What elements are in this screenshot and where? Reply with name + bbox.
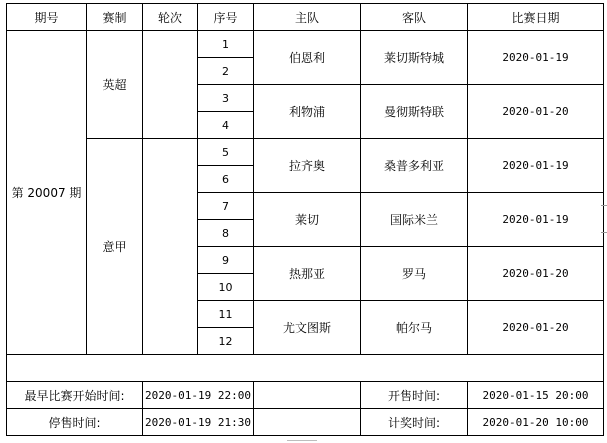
seq-cell: 2: [198, 58, 254, 85]
match-date-cell: 2020-01-19: [468, 193, 604, 247]
bottom-edge-tick: [287, 440, 317, 441]
home-team-cell: 拉齐奥: [254, 139, 361, 193]
footer-spacer: [254, 409, 361, 436]
away-team-cell: 帕尔马: [361, 301, 468, 355]
round-cell-seriea: [143, 139, 198, 355]
footer-spacer: [254, 382, 361, 409]
earliest-start-value: 2020-01-19 22:00: [143, 382, 254, 409]
home-team-cell: 利物浦: [254, 85, 361, 139]
blank-row: [7, 355, 604, 382]
draw-value: 2020-01-20 10:00: [468, 409, 604, 436]
league-cell-epl: 英超: [87, 31, 143, 139]
seq-cell: 1: [198, 31, 254, 58]
seq-cell: 6: [198, 166, 254, 193]
right-edge-tick: [601, 205, 607, 206]
earliest-start-label: 最早比赛开始时间:: [7, 382, 143, 409]
away-team-cell: 国际米兰: [361, 193, 468, 247]
seq-cell: 7: [198, 193, 254, 220]
seq-cell: 8: [198, 220, 254, 247]
schedule-table: [6, 3, 604, 436]
header-period: 期号: [7, 4, 87, 31]
seq-cell: 5: [198, 139, 254, 166]
round-cell-epl: [143, 31, 198, 139]
right-edge-tick: [601, 232, 607, 233]
seq-cell: 11: [198, 301, 254, 328]
match-date-cell: 2020-01-20: [468, 85, 604, 139]
home-team-cell: 热那亚: [254, 247, 361, 301]
home-team-cell: 莱切: [254, 193, 361, 247]
footer-row-1: [7, 382, 604, 409]
league-cell-seriea: 意甲: [87, 139, 143, 355]
header-round: 轮次: [143, 4, 198, 31]
seq-cell: 3: [198, 85, 254, 112]
match-date-cell: 2020-01-19: [468, 139, 604, 193]
home-team-cell: 伯恩利: [254, 31, 361, 85]
seq-cell: 10: [198, 274, 254, 301]
away-team-cell: 莱切斯特城: [361, 31, 468, 85]
seq-cell: 12: [198, 328, 254, 355]
match-date-cell: 2020-01-20: [468, 301, 604, 355]
header-away: 客队: [361, 4, 468, 31]
header-home: 主队: [254, 4, 361, 31]
away-team-cell: 桑普多利亚: [361, 139, 468, 193]
blank-cell: [7, 355, 604, 382]
sale-start-label: 开售时间:: [361, 382, 468, 409]
period-cell: 第 20007 期: [7, 31, 87, 355]
home-team-cell: 尤文图斯: [254, 301, 361, 355]
match-date-cell: 2020-01-20: [468, 247, 604, 301]
header-league: 赛制: [87, 4, 143, 31]
seq-cell: 4: [198, 112, 254, 139]
header-date: 比赛日期: [468, 4, 604, 31]
sale-stop-value: 2020-01-19 21:30: [143, 409, 254, 436]
sale-stop-label: 停售时间:: [7, 409, 143, 436]
header-row: [7, 4, 604, 31]
sale-start-value: 2020-01-15 20:00: [468, 382, 604, 409]
draw-label: 计奖时间:: [361, 409, 468, 436]
match-date-cell: 2020-01-19: [468, 31, 604, 85]
table-row: [7, 139, 604, 166]
away-team-cell: 罗马: [361, 247, 468, 301]
away-team-cell: 曼彻斯特联: [361, 85, 468, 139]
footer-row-2: [7, 409, 604, 436]
seq-cell: 9: [198, 247, 254, 274]
header-seq: 序号: [198, 4, 254, 31]
table-row: [7, 31, 604, 58]
